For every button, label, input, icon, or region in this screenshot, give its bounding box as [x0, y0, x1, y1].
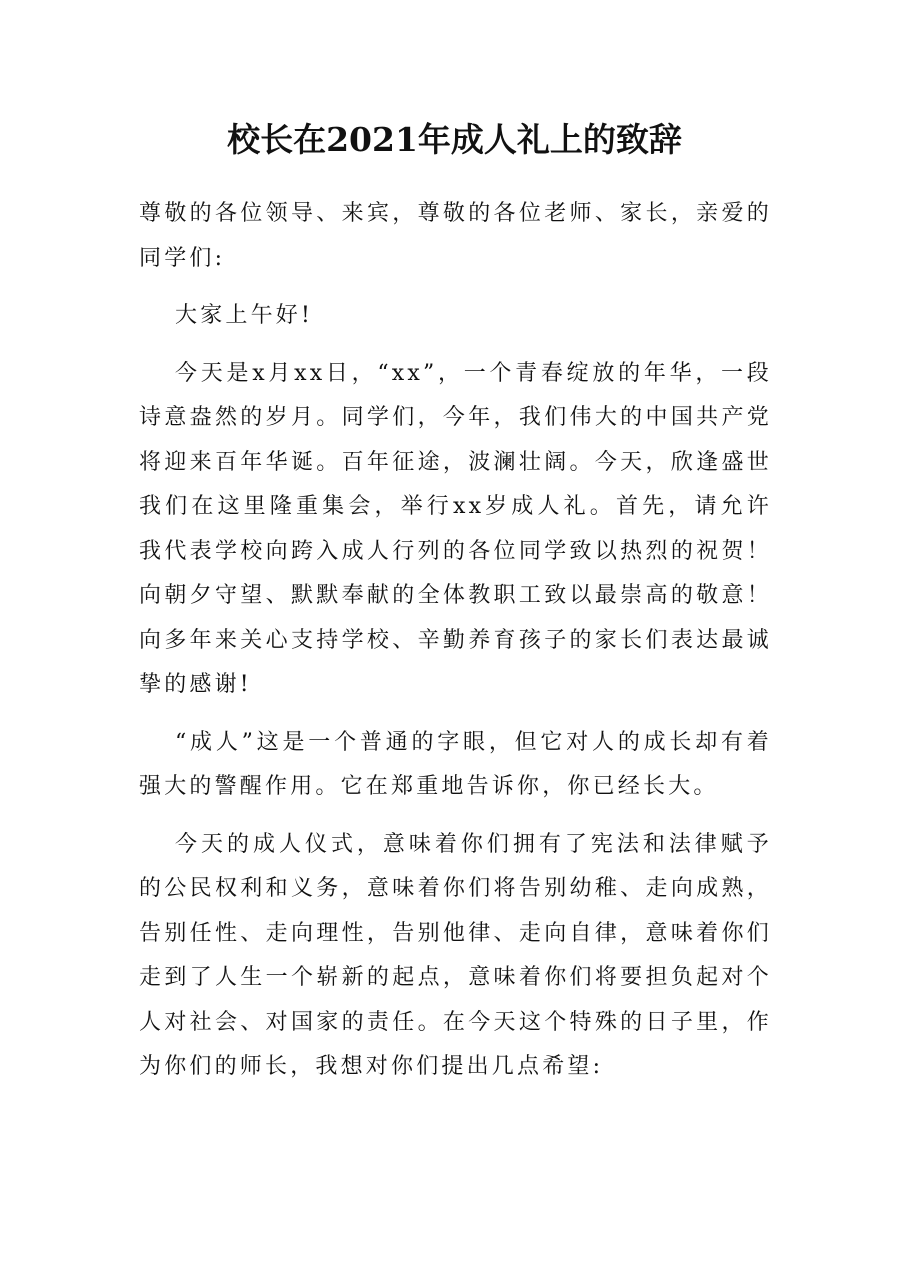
salutation-paragraph: 尊敬的各位领导、来宾，尊敬的各位老师、家长，亲爱的同学们:: [139, 201, 772, 271]
document-title: 校长在2021年成人礼上的致辞: [227, 120, 682, 159]
body-paragraph-3: 今天的成人仪式，意味着你们拥有了宪法和法律赋予的公民权利和义务，意味着你们将告别幼稚、走向成熟，告别任性、走向理性，告别他律、走向自律，意味着你们走到了人生一个崭新的起点，意味着你们将要担负起对个人对社会、对国家的责任。在今天这个特殊的日子里，作为你们的师长，我想对你们提出几点希望:: [139, 831, 772, 1079]
body-paragraph-2: “成人”这是一个普通的字眼，但它对人的成长却有着强大的警醒作用。它在郑重地告诉你，你已经长大。: [139, 729, 772, 799]
body-paragraph-1: 今天是x月xx日，“xx”，一个青春绽放的年华，一段诗意盎然的岁月。同学们，今年，我们伟大的中国共产党将迎来百年华诞。百年征途，波澜壮阔。今天，欣逢盛世我们在这里隆重集会，举行xx岁成人礼。首先，请允许我代表学校向跨入成人行列的各位同学致以热烈的祝贺！向朝夕守望、默默奉献的全体教职工致以最崇高的敬意！向多年来关心支持学校、辛勤养育孩子的家长们表达最诚挚的感谢!: [139, 360, 772, 697]
greeting-paragraph: 大家上午好!: [175, 303, 314, 328]
document-body: [139, 192, 772, 1103]
